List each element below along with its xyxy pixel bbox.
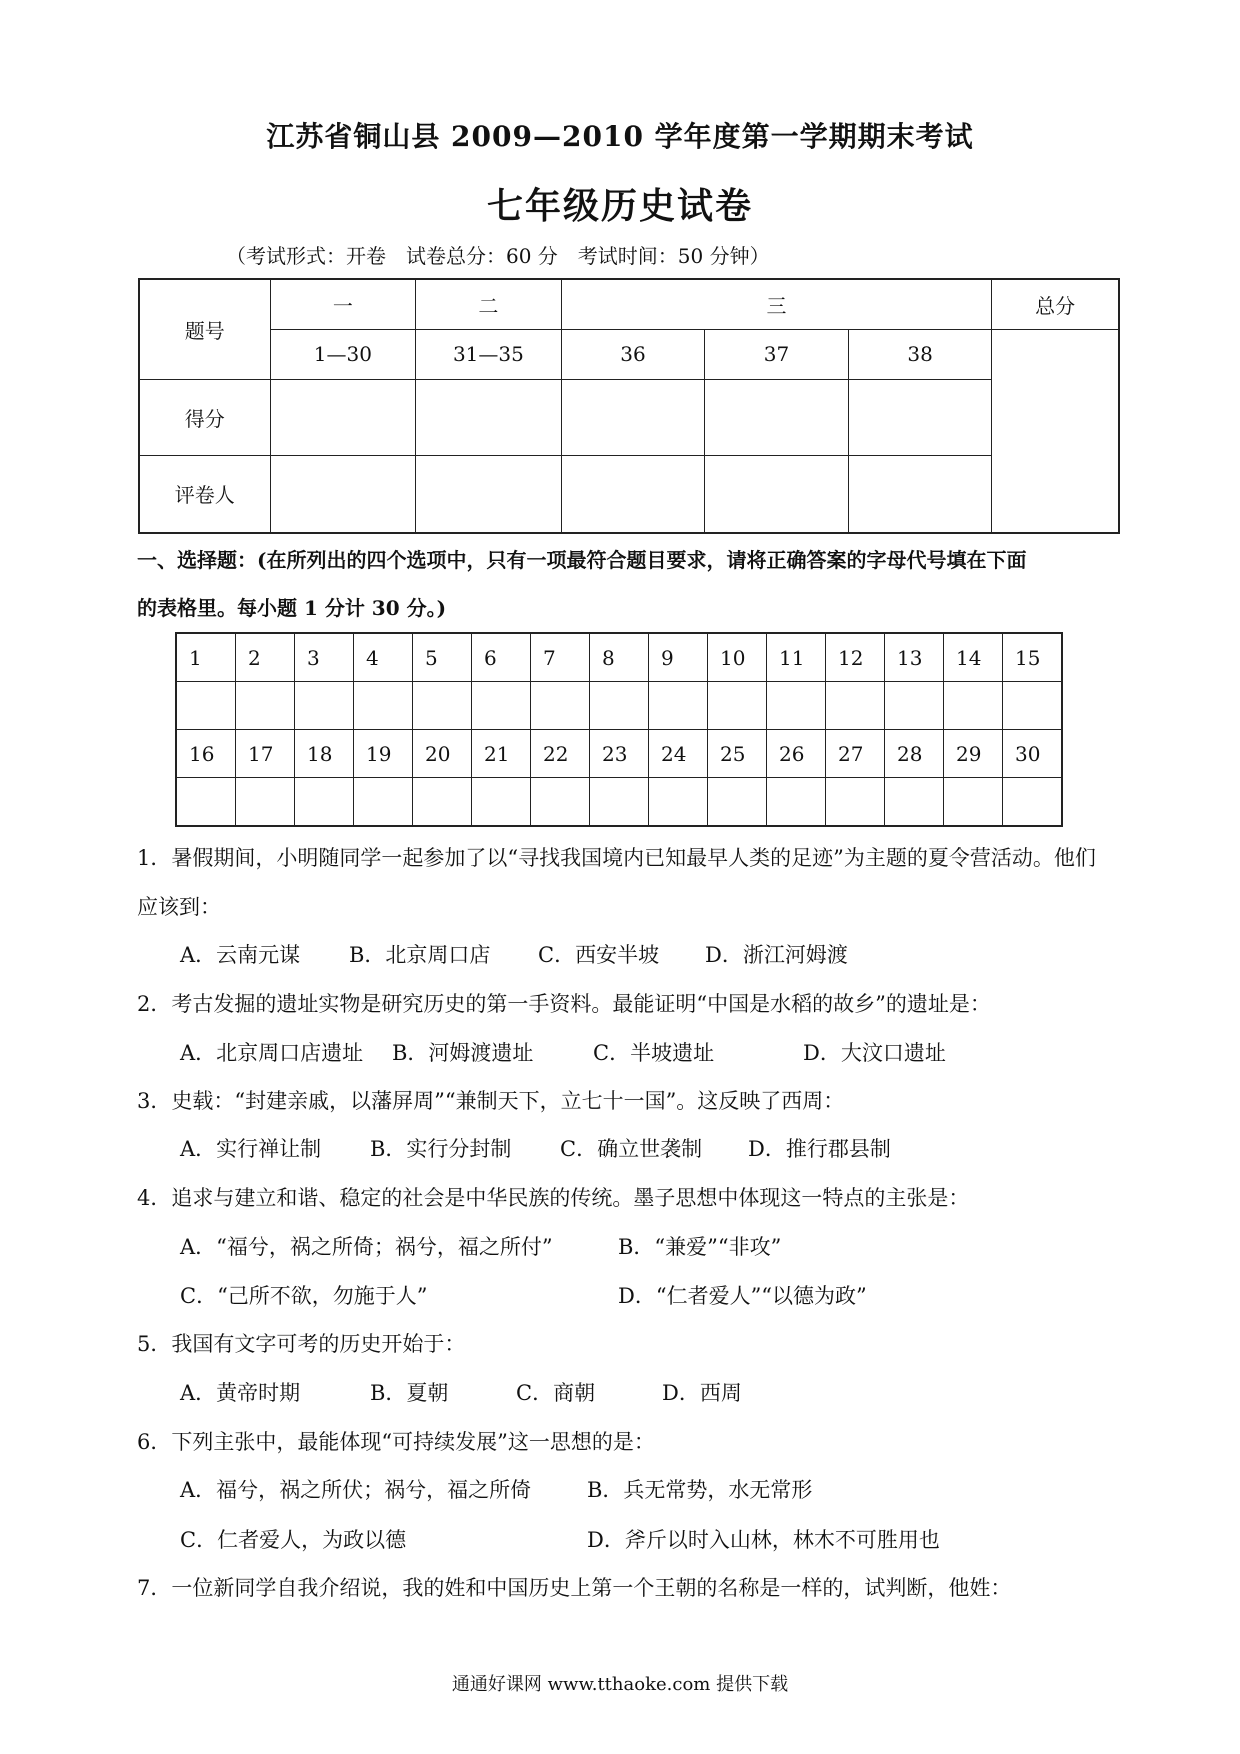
answer-number: 1 (176, 633, 236, 682)
answer-number: 8 (590, 633, 649, 682)
answer-number: 2 (236, 633, 295, 682)
grader-cell[interactable] (416, 455, 562, 533)
row-label-score: 得分 (139, 379, 270, 455)
question-4-stem: 4．追求与建立和谐、稳定的社会是中华民族的传统。墨子思想中体现这一特点的主张是： (137, 1186, 970, 1210)
sub-header-5: 38 (848, 329, 992, 379)
score-cell[interactable] (270, 379, 416, 455)
answer-cell[interactable] (649, 682, 708, 730)
answer-cell[interactable] (295, 682, 354, 730)
answer-cell[interactable] (295, 778, 354, 827)
score-cell[interactable] (416, 379, 562, 455)
answer-number: 7 (531, 633, 590, 682)
col-header-three: 三 (561, 279, 992, 329)
question-4-option-a: A．“福兮，祸之所倚；祸兮，福之所付” (180, 1235, 553, 1259)
question-4-option-d: D．“仁者爱人”“以德为政” (618, 1284, 867, 1308)
answer-cell[interactable] (826, 682, 885, 730)
answer-number: 6 (472, 633, 531, 682)
answer-number: 19 (354, 730, 413, 778)
answer-cell[interactable] (176, 682, 236, 730)
answer-number: 16 (176, 730, 236, 778)
question-7-stem: 7．一位新同学自我介绍说，我的姓和中国历史上第一个王朝的名称是一样的，试判断，他姓： (137, 1576, 1012, 1600)
answer-cell[interactable] (826, 778, 885, 827)
question-1-option-c: C．西安半坡 (538, 943, 660, 967)
grader-cell[interactable] (705, 455, 849, 533)
question-6-option-a: A．福兮，祸之所伏；祸兮，福之所倚 (180, 1478, 532, 1502)
question-1-option-d: D．浙江河姆渡 (705, 943, 848, 967)
answer-cell[interactable] (176, 778, 236, 827)
answer-cell[interactable] (767, 778, 826, 827)
answer-number: 22 (531, 730, 590, 778)
grader-cell[interactable] (270, 455, 416, 533)
question-5-stem: 5．我国有文字可考的历史开始于： (137, 1332, 466, 1356)
answer-cell[interactable] (1003, 682, 1063, 730)
answer-cell[interactable] (531, 682, 590, 730)
answer-number: 5 (413, 633, 472, 682)
question-1-option-b: B．北京周口店 (349, 943, 491, 967)
question-6-option-c: C．仁者爱人，为政以德 (180, 1528, 407, 1552)
answer-number: 12 (826, 633, 885, 682)
answer-number: 10 (708, 633, 767, 682)
sub-header-3: 36 (561, 329, 705, 379)
question-5-option-a: A．黄帝时期 (180, 1381, 301, 1405)
question-3-option-d: D．推行郡县制 (748, 1137, 891, 1161)
answer-number: 29 (944, 730, 1003, 778)
answer-number: 28 (885, 730, 944, 778)
section-one-heading: 一、选择题：(在所列出的四个选项中，只有一项最符合题目要求，请将正确答案的字母代号填在下面 (137, 548, 1027, 572)
answer-cell[interactable] (885, 778, 944, 827)
answer-number-row (176, 730, 1062, 778)
answer-cell[interactable] (472, 682, 531, 730)
question-2-option-d: D．大汶口遗址 (803, 1041, 946, 1065)
question-1-stem: 1．暑假期间，小明随同学一起参加了以“寻找我国境内已知最早人类的足迹”为主题的夏令营活动。他们 (137, 846, 1096, 870)
page-footer: 通通好课网 www.tthaoke.com 提供下载 (451, 1674, 789, 1695)
answer-cell[interactable] (944, 682, 1003, 730)
exam-title: 江苏省铜山县 2009—2010 学年度第一学期期末考试 (266, 120, 974, 153)
question-5-option-b: B．夏朝 (370, 1381, 449, 1405)
answer-cell[interactable] (649, 778, 708, 827)
answer-cell[interactable] (413, 778, 472, 827)
question-3-option-b: B．实行分封制 (370, 1137, 512, 1161)
answer-number: 27 (826, 730, 885, 778)
question-2-option-c: C．半坡遗址 (593, 1041, 715, 1065)
question-3-option-a: A．实行禅让制 (180, 1137, 322, 1161)
answer-number: 23 (590, 730, 649, 778)
answer-cell[interactable] (708, 778, 767, 827)
answer-grid (175, 632, 1063, 827)
col-header-two: 二 (416, 279, 562, 329)
answer-number: 15 (1003, 633, 1063, 682)
question-1-option-a: A．云南元谋 (180, 943, 301, 967)
answer-number-row (176, 633, 1062, 682)
answer-number: 21 (472, 730, 531, 778)
answer-cell[interactable] (767, 682, 826, 730)
answer-number: 18 (295, 730, 354, 778)
answer-number: 4 (354, 633, 413, 682)
answer-cell[interactable] (590, 682, 649, 730)
answer-number: 11 (767, 633, 826, 682)
answer-cell[interactable] (1003, 778, 1063, 827)
question-2-option-a: A．北京周口店遗址 (180, 1041, 364, 1065)
answer-cell[interactable] (236, 778, 295, 827)
answer-cell[interactable] (472, 778, 531, 827)
answer-cell[interactable] (708, 682, 767, 730)
col-header-one: 一 (270, 279, 416, 329)
question-6-stem: 6．下列主张中，最能体现“可持续发展”这一思想的是： (137, 1430, 655, 1454)
grader-cell[interactable] (561, 455, 705, 533)
sub-header-1: 1—30 (270, 329, 416, 379)
row-label-question: 题号 (139, 279, 270, 379)
question-3-option-c: C．确立世袭制 (560, 1137, 703, 1161)
answer-number: 9 (649, 633, 708, 682)
answer-number: 26 (767, 730, 826, 778)
question-3-stem: 3．史载：“封建亲戚，以藩屏周”“兼制天下，立七十一国”。这反映了西周： (137, 1089, 845, 1113)
answer-cell[interactable] (354, 682, 413, 730)
answer-number: 17 (236, 730, 295, 778)
sub-header-2: 31—35 (416, 329, 562, 379)
question-4-option-c: C．“己所不欲，勿施于人” (180, 1284, 428, 1308)
question-2-option-b: B．河姆渡遗址 (392, 1041, 534, 1065)
answer-number: 20 (413, 730, 472, 778)
section-one-heading-cont: 的表格里。每小题 1 分计 30 分。) (137, 596, 447, 620)
sub-header-4: 37 (705, 329, 849, 379)
answer-number: 13 (885, 633, 944, 682)
answer-cell[interactable] (413, 682, 472, 730)
answer-blank-row (176, 778, 1062, 827)
score-cell[interactable] (561, 379, 705, 455)
question-6-option-b: B．兵无常势，水无常形 (587, 1478, 813, 1502)
answer-number: 14 (944, 633, 1003, 682)
question-5-option-d: D．西周 (662, 1381, 742, 1405)
exam-info: （考试形式：开卷 试卷总分：60 分 考试时间：50 分钟） (226, 244, 770, 268)
question-1-stem-cont: 应该到： (137, 895, 221, 919)
total-score-cell[interactable] (992, 329, 1119, 533)
score-table (138, 278, 1120, 534)
question-4-option-b: B．“兼爱”“非攻” (618, 1235, 782, 1259)
answer-number: 24 (649, 730, 708, 778)
row-label-grader: 评卷人 (139, 455, 270, 533)
score-cell[interactable] (848, 379, 992, 455)
grader-cell[interactable] (848, 455, 992, 533)
answer-cell[interactable] (354, 778, 413, 827)
score-cell[interactable] (705, 379, 849, 455)
col-header-total: 总分 (992, 279, 1119, 329)
answer-blank-row (176, 682, 1062, 730)
answer-cell[interactable] (531, 778, 590, 827)
answer-cell[interactable] (944, 778, 1003, 827)
answer-number: 25 (708, 730, 767, 778)
answer-number: 3 (295, 633, 354, 682)
answer-cell[interactable] (236, 682, 295, 730)
paper-title: 七年级历史试卷 (486, 185, 753, 227)
question-2-stem: 2．考古发掘的遗址实物是研究历史的第一手资料。最能证明“中国是水稻的故乡”的遗址是： (137, 992, 991, 1016)
answer-cell[interactable] (885, 682, 944, 730)
question-5-option-c: C．商朝 (516, 1381, 596, 1405)
answer-cell[interactable] (590, 778, 649, 827)
question-6-option-d: D．斧斤以时入山林，林木不可胜用也 (587, 1528, 940, 1552)
answer-number: 30 (1003, 730, 1063, 778)
